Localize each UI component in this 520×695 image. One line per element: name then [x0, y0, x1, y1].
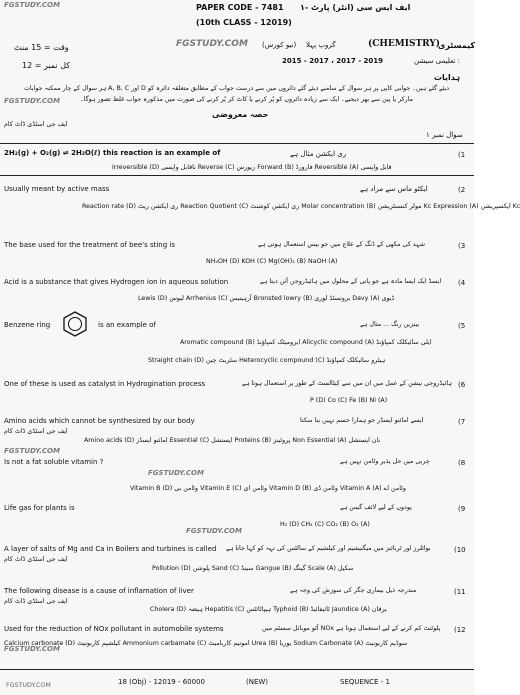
q7-seal: ایف جی اسٹڈی ڈاٹ کام [4, 428, 68, 435]
subject-title: (CHEMISTRY) [368, 39, 441, 49]
q11-number: (11 [454, 588, 466, 596]
q11-options: Cholera (D) ہیضہ Hepatitis (C) ہیپاٹائٹس Typhoid (B) ٹائیفائیڈ Jaundice (A) یرقان [150, 606, 387, 613]
question-number-label: سوال نمبر ۱ [426, 131, 463, 139]
time-label: وقت = 15 منٹ [14, 43, 69, 52]
q3-text: The base used for the treatment of bee's sting is [4, 241, 175, 249]
q10-seal: ایف جی اسٹڈی ڈاٹ کام [4, 556, 68, 563]
q6-urdu: ہائیڈروجی نیشن کے عمل میں ان میں سے کیٹالسٹ کے طور پر استعمال ہوتا ہے [242, 380, 452, 387]
q8-urdu: چربی میں حل پذیر وٹامن نہیں ہے [340, 458, 430, 465]
q2-urdu: ایکٹو ماس سے مراد ہے [360, 185, 428, 193]
q7-number: (7 [458, 418, 466, 426]
footer-code: 18 (Obj) - 12019 - 60000 [118, 678, 205, 686]
q5-urdu: بینزین رنگ ... مثال ہے [360, 321, 420, 328]
q8-options: Vitamin B (D) وٹامن بی Vitamin E (C) وٹامن ای Vitamin D (B) وٹامن ڈی Vitamin A (A) وٹامن اے [130, 485, 406, 492]
q10-urdu: بوائلرز اور ٹربائنز میں میگنیشیم اور کیلشیم کے سالٹس کی تہہ کو کہا جاتا ہے [226, 545, 431, 552]
q8-number: (8 [458, 459, 466, 467]
q4-number: (4 [458, 279, 466, 287]
new-course-urdu: (نیو کورس) [262, 41, 297, 49]
q7-options: Amino acids (D) امائنو ایسڈز Essential (C) ایسنشل Proteins (B) پروٹینز Non Essential (A) نان ایسنشل [84, 437, 381, 444]
q1-number: (1 [458, 151, 466, 159]
q7-urdu: ایسے امائنو ایسڈز جو ہمارا جسم نہیں بنا سکتا [300, 417, 424, 424]
q5-options-row1: Aromatic compound (B) ایرومیٹک کمپاؤنڈ Alicyclic compound (A) ایلی سائیکلک کمپاؤنڈ [180, 339, 432, 346]
paper-code: PAPER CODE - 7481 [196, 3, 284, 12]
marks-label: کل نمبر = 12 [22, 61, 71, 70]
instructions-line-2: مارکر یا پین سے بھر دیجیے۔ ایک سے زیادہ دائروں کو پُر کرنے یا کاٹ کر پُر کرنے کی صورت میں مذکورہ جواب غلط تصور ہوگا۔ [80, 96, 414, 103]
q8-text: Is not a fat soluble vitamin ? [4, 458, 104, 466]
q1-urdu: ری ایکشن مثال ہے [290, 150, 347, 158]
section-title: حصہ معروضی [212, 110, 269, 119]
q6-number: (6 [458, 381, 466, 389]
q12-options: Calcium carbonate (D) کیلشیم کاربونیٹ Ammonium carbamate (C) امونیم کاربامیٹ Urea (B) یوریا Sodium Carbonate (A) سوڈیم کاربونیٹ [4, 640, 408, 647]
session-years: 2015 - 2017 ، 2017 - 2019 [282, 57, 384, 65]
instructions-line-1: ہر سوال کے چار ممکنہ جوابات A, B, C اور D دیئے گئے ہیں۔ جوابی کاپی پر ہر سوال کے سامنے دیئے گئے دائروں میں سے درست جواب کے مطابق متعلقہ دائرہ کو [24, 85, 450, 92]
subject-urdu: کیمسٹری [438, 41, 475, 50]
instructions-label: ہدایات [434, 73, 461, 82]
q9-urdu: پودوں کے لیے لائف گیس ہے [340, 504, 412, 511]
q5-text-2: is an example of [98, 321, 156, 329]
q11-urdu: مندرجہ ذیل بیماری جگر کی سوزش کی وجہ ہے [290, 587, 417, 594]
watermark-mid: FGSTUDY.COM [148, 469, 204, 477]
q6-options: P (D) Co (C) Fe (B) Ni (A) [310, 397, 388, 404]
q3-number: (3 [458, 242, 466, 250]
watermark-left: FGSTUDY.COM [4, 97, 60, 105]
q12-number: (12 [454, 626, 466, 634]
q1-options: Irreversible (D) ناقابل واپسی Reverse (C) ریورس Forward (B) فارورڈ Reversible (A) قابل واپسی [112, 164, 392, 171]
watermark-left-lower: FGSTUDY.COM [4, 447, 60, 455]
paper-code-urdu: ایف ایس سی (انٹر) پارٹ -۱ [300, 3, 411, 12]
footer-sequence: SEQUENCE - 1 [340, 678, 390, 686]
seal-text: ایف جی اسٹڈی ڈاٹ کام [4, 121, 68, 128]
q2-text: Usually meant by active mass [4, 185, 110, 193]
q2-options: Reaction rate (D) ری ایکشن ریٹ Reaction Quotient (C) ری ایکشن کوشنٹ Molar concentration (B) مولر کنسنٹریشن Kc Expression (A) ایکسپریشن Kc [82, 203, 520, 210]
q5-number: (5 [458, 322, 466, 330]
watermark-top-left: FGSTUDY.COM [4, 1, 60, 9]
q12-urdu: آٹو موبائل سسٹم میں NOx پلوٹنٹ کم کرنے کے لیے استعمال ہوتا ہے [262, 625, 441, 632]
q7-text: Amino acids which cannot be synthesized by our body [4, 417, 195, 425]
q9-number: (9 [458, 505, 466, 513]
q10-number: (10 [454, 546, 466, 554]
benzene-ring-icon [62, 310, 88, 338]
q6-text: One of these is used as catalyst in Hydrogination process [4, 380, 206, 388]
q2-number: (2 [458, 186, 466, 194]
q4-urdu: ایسڈ ایک ایسا مادہ ہے جو پانی کے محلول میں ہائیڈروجن آئن دیتا ہے [260, 278, 442, 285]
footer-new: (NEW) [246, 678, 269, 686]
q9-text: Life gas for plants is [4, 504, 75, 512]
class-line: (10th CLASS - 12019) [196, 18, 292, 27]
q10-options: Pollution (D) پلوشن Sand (C) سینڈ Gangue (B) گینگ Scale (A) سکیل [152, 565, 354, 572]
q1-rule [0, 175, 474, 176]
q5-options-row2: Straight chain (D) سٹریٹ چین Heterocyclic compound (C) ہیٹرو سائیکلک کمپاؤنڈ [148, 357, 386, 364]
session-label: تعلیمی سیشن : [414, 57, 461, 65]
header-rule [0, 143, 474, 144]
q11-text: The following disease is a cause of inflamation of liver [4, 587, 194, 595]
watermark-bottom-left: FGSTUDY.COM [4, 645, 60, 653]
watermark-mid2: FGSTUDY.COM [186, 527, 242, 535]
footer-rule [0, 669, 474, 670]
q4-text: Acid is a substance that gives Hydrogen ion in aqueous solution [4, 278, 229, 286]
group-urdu: گروپ پہلا [306, 41, 336, 49]
q5-text: Benzene ring [4, 321, 51, 329]
q12-text: Used for the reduction of NOx pollutant in automobile systems [4, 625, 224, 633]
q4-options: Lewis (D) لیوس Arrhenius (C) آرہینیس Bronsted lowry (B) برونسٹڈ لوری Davy (A) ڈیوی [138, 295, 395, 302]
footer-site: FGSTUDY.COM [6, 682, 51, 689]
q11-seal: ایف جی اسٹڈی ڈاٹ کام [4, 598, 68, 605]
q3-urdu: شہد کی مکھی کے ڈنگ کے علاج میں جو بیس استعمال ہوتی ہے [258, 241, 425, 248]
q1-text: 2H₂(g) + O₂(g) ⇌ 2H₂O(ℓ) this reaction is an example of [4, 149, 221, 157]
q9-options: H₂ (D) CH₄ (C) CO₂ (B) O₂ (A) [280, 521, 370, 528]
q3-options: NH₄OH (D) KOH (C) Mg(OH)₂ (B) NaOH (A) [206, 258, 338, 265]
q10-text: A layer of salts of Mg and Ca in Boilers and turbines is called [4, 545, 217, 553]
site-mid: FGSTUDY.COM [176, 39, 248, 49]
